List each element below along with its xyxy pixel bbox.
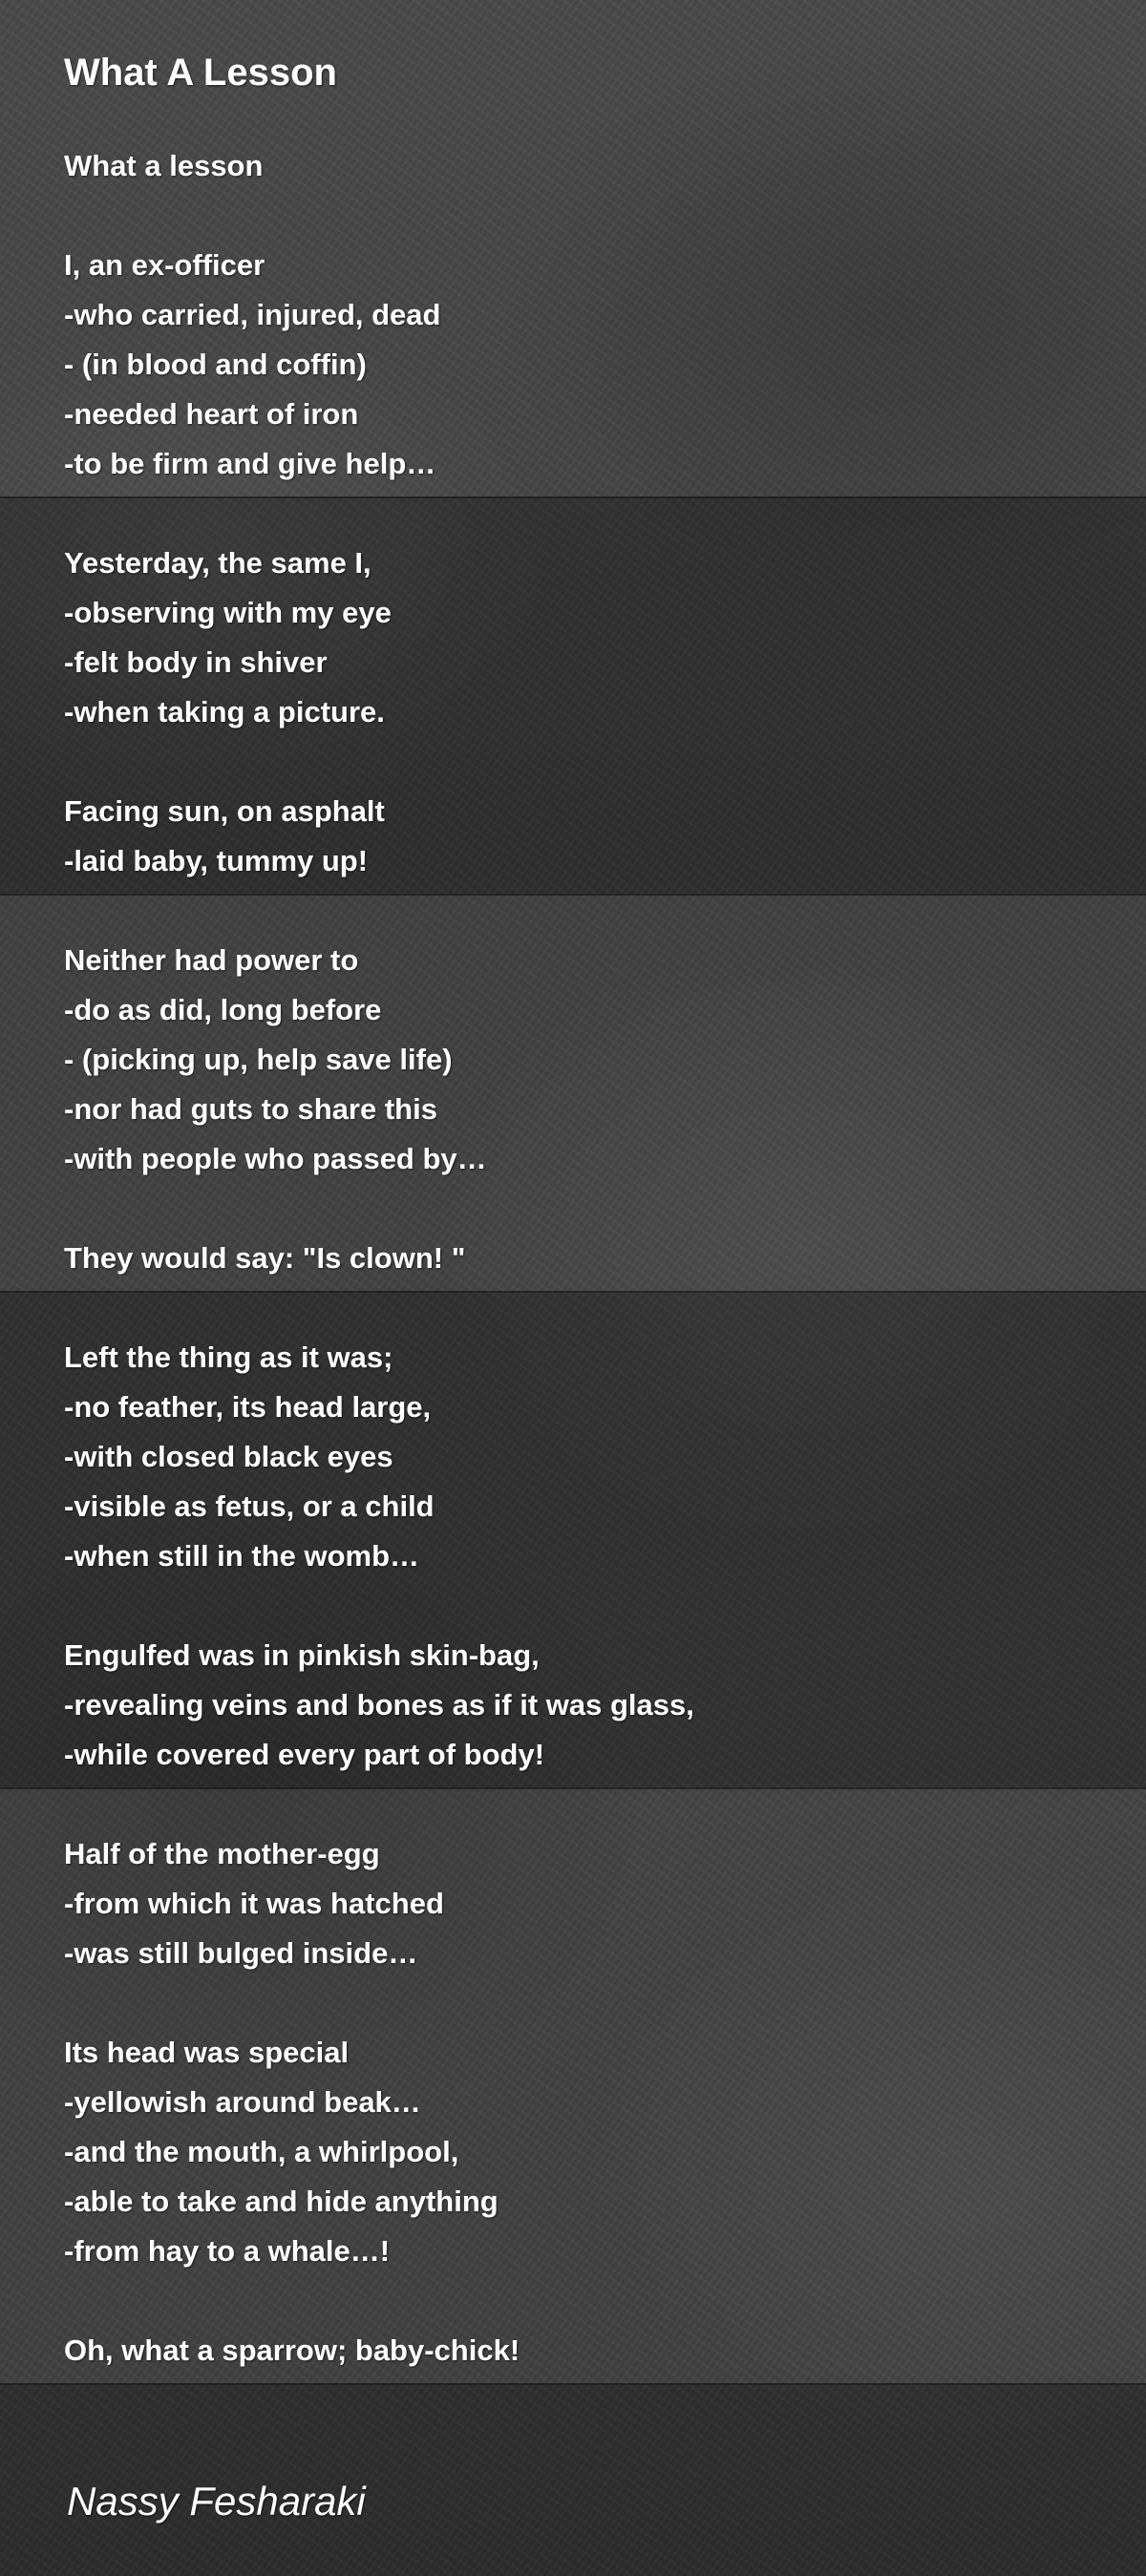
poem-line	[64, 1780, 694, 1829]
poem-line: What a lesson	[64, 149, 264, 182]
poem-line	[64, 886, 694, 936]
poem-line: Left the thing as it was;	[64, 1341, 393, 1374]
poem-line: Its head was special	[64, 2036, 350, 2069]
poem-line: They would say: "Is clown! "	[64, 1241, 466, 1275]
poem-line: Half of the mother-egg	[64, 1837, 380, 1870]
poem-line: -observing with my eye	[64, 596, 392, 629]
poem-line: -and the mouth, a whirlpool,	[64, 2135, 459, 2168]
poem-line: Oh, what a sparrow; baby-chick!	[64, 2333, 520, 2367]
poem-line: - (picking up, help save life)	[64, 1043, 453, 1076]
poem-line: I, an ex-officer	[64, 248, 265, 282]
poem-line: -when taking a picture.	[64, 695, 385, 728]
poem-line: -who carried, injured, dead	[64, 298, 441, 331]
poem-line: -able to take and hide anything	[64, 2185, 499, 2218]
poem-line: Neither had power to	[64, 943, 359, 977]
poem-line: -no feather, its head large,	[64, 1390, 432, 1424]
poem-line: -with people who passed by…	[64, 1142, 487, 1175]
poem-line	[64, 1581, 694, 1631]
poem-line: -laid baby, tummy up!	[64, 844, 369, 877]
poem-line: -with closed black eyes	[64, 1440, 393, 1473]
poem-line: -was still bulged inside…	[64, 1936, 418, 1970]
poem-line: -needed heart of iron	[64, 397, 359, 431]
poem-line: -do as did, long before	[64, 993, 382, 1026]
poem-author: Nassy Fesharaki	[67, 2479, 366, 2523]
poem-line	[64, 737, 694, 787]
poem-line	[64, 1283, 694, 1333]
poem-line	[64, 1978, 694, 2028]
poem-line	[64, 2276, 694, 2326]
poem-line: -to be firm and give help…	[64, 447, 436, 480]
poem-title: What A Lesson	[64, 52, 337, 94]
poem-line: -when still in the womb…	[64, 1539, 419, 1573]
poem-body	[64, 141, 694, 2375]
poem-line: -visible as fetus, or a child	[64, 1489, 435, 1523]
poem-line: Facing sun, on asphalt	[64, 794, 385, 828]
poem-line	[64, 1184, 694, 1234]
poem-line: -while covered every part of body!	[64, 1738, 545, 1771]
poem-line	[64, 191, 694, 241]
poem-line: -revealing veins and bones as if it was glass,	[64, 1688, 694, 1721]
poem-line: -from hay to a whale…!	[64, 2234, 391, 2268]
poem-line: - (in blood and coffin)	[64, 348, 367, 381]
poem-line: -from which it was hatched	[64, 1887, 444, 1920]
poem-line: -nor had guts to share this	[64, 1092, 437, 1126]
poem-line: -felt body in shiver	[64, 645, 328, 679]
poem-line: Yesterday, the same I,	[64, 546, 371, 580]
poem-line: Engulfed was in pinkish skin-bag,	[64, 1638, 540, 1672]
poem-line	[64, 489, 694, 538]
poem-line: -yellowish around beak…	[64, 2085, 421, 2119]
